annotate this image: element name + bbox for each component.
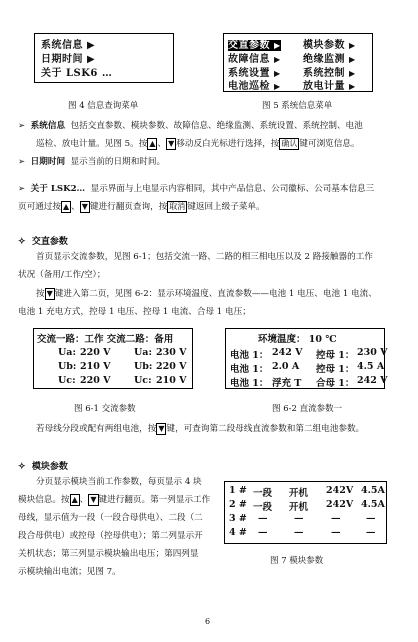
fig6-1-header: 交流一路：工作 交流二路：备用 xyxy=(37,334,174,345)
fig6-2-row3-value-a: 浮充 T xyxy=(272,378,302,389)
section2-line6: 示模块输出电流；见图 7。 xyxy=(18,567,121,577)
fig6-1-row2-label-b: Ub: xyxy=(134,361,153,372)
fig6-1-row3-value-b: 210 V xyxy=(156,375,187,386)
fig6-1-row1-label-b: Ua: xyxy=(134,347,152,358)
up-key-icon: ▲ xyxy=(71,494,78,504)
section1-p1-line2: 状况（备用/工作/空）； xyxy=(18,270,106,280)
fig5-row-4: 电池巡检 ▶ xyxy=(228,81,281,92)
fig4-caption: 图 4 信息查询菜单 xyxy=(68,101,139,111)
fig6-2-header: 环境温度： 10 ℃ xyxy=(258,334,337,345)
fig7-row4-state: — xyxy=(294,527,304,538)
fig7-row4-bus: — xyxy=(258,527,268,538)
fig7-row3-voltage: — xyxy=(331,513,341,524)
down-key-icon: ▼ xyxy=(158,423,165,433)
fig6-2-row3-label-a: 电池 1： xyxy=(230,378,269,389)
fig6-1-row1-label-a: Ua: xyxy=(58,347,76,358)
section2-line4: 段合母供电）或控母（控母供电）；第二列显示开 xyxy=(18,531,203,541)
bullet-arrow-icon: ➢ xyxy=(18,184,26,194)
bullet-about-line1: ➢ 关于 LSK2… 显示界面与上电显示内容相同，其中产品信息、公司徽标、公司基本信息三 xyxy=(18,184,375,194)
section2-line3: 母线，显示值为一段（一段合母供电）、二段（二 xyxy=(18,513,203,523)
fig7-row3-state: — xyxy=(294,513,304,524)
fig7-row1-bus: 一段 xyxy=(253,488,273,499)
fig5-row-3: 系统设置 ▶ xyxy=(228,68,281,79)
fig7-row2-current: 4.5A xyxy=(361,499,385,510)
fig5-highlight-item: 交直参数 ▶ xyxy=(228,40,281,51)
diamond-bullet-icon: ✧ xyxy=(18,237,26,247)
section1-p3: 若母线分段或配有两组电池，按 ▼ 键，可查询第二段母线直流参数和第二组电池参数。 xyxy=(36,423,365,434)
bullet-about-line2: 页可通过按 ▲ 、 ▼ 键进行翻页查询，按 取消 键返回上级子菜单。 xyxy=(18,201,265,212)
bullet-arrow-icon: ➢ xyxy=(18,157,26,167)
fig7-row1-state: 开机 xyxy=(289,488,309,499)
fig6-1-row3-value-a: 220 V xyxy=(80,375,111,386)
fig6-2-row2-value-a: 2.0 A xyxy=(272,361,300,372)
fig5-row-1-right: 模块参数 ▶ xyxy=(303,40,356,51)
section1-p2-line1: 按 ▼ 键进入第二页，见图 6-2：显示环境温度、直流参数——电池 1 电压、电池 1 电流、 xyxy=(36,288,377,299)
fig6-1-row2-value-a: 210 V xyxy=(80,361,111,372)
diamond-bullet-icon: ✧ xyxy=(18,462,26,472)
fig7-row4-voltage: — xyxy=(331,527,341,538)
fig7-row1-current: 4.5A xyxy=(361,485,385,496)
fig7-row4-current: — xyxy=(366,527,376,538)
fig7-row1-id: 1 # xyxy=(229,485,247,496)
fig6-1-row2-value-b: 220 V xyxy=(156,361,187,372)
bullet-arrow-icon: ➢ xyxy=(18,121,26,131)
section-module-heading: ✧ 模块参数 xyxy=(18,462,68,472)
fig7-row3-id: 3 # xyxy=(229,513,247,524)
fig6-2-row1-value-b: 230 V xyxy=(357,347,388,358)
fig7-row2-bus: 一段 xyxy=(253,502,273,513)
fig4-menu-item-1: 系统信息 ▶ xyxy=(41,40,96,51)
fig6-2-row1-value-a: 242 V xyxy=(272,347,303,358)
fig5-row-1 xyxy=(228,36,281,51)
section-ac-dc-heading: ✧ 交直参数 xyxy=(18,237,68,247)
fig4-menu-item-2: 日期时间 ▶ xyxy=(41,54,96,65)
section1-p1-line1: 首页显示交流参数，见图 6-1；包括交流一路、二路的相三相电压以及 2 路接触器的工作 xyxy=(36,252,373,262)
section1-p2-line2: 电池 1 充电方式，控母 1 电压、控母 1 电流、合母 1 电压； xyxy=(18,307,251,317)
fig7-row1-voltage: 242V xyxy=(326,485,354,496)
fig7-row2-state: 开机 xyxy=(289,502,309,513)
fig6-1-row1-value-b: 230 V xyxy=(156,347,187,358)
section2-line5: 关机状态；第三列显示模块输出电压；第四列显 xyxy=(18,549,199,559)
fig7-row2-voltage: 242V xyxy=(326,499,354,510)
down-key-icon: ▼ xyxy=(81,201,88,211)
bullet-system-info-line2: 巡检、放电计量。见图 5。按 ▲ 、 ▼ 移动反白光标进行选择，按 确认 键可浏览信息。 xyxy=(36,138,360,149)
fig6-1-row1-value-a: 220 V xyxy=(80,347,111,358)
fig4-menu-item-3: 关于 LSK6 … xyxy=(41,68,113,79)
down-key-icon: ▼ xyxy=(46,288,53,298)
fig5-row-2-right: 绝缘监测 ▶ xyxy=(303,54,356,65)
up-key-icon: ▲ xyxy=(149,138,156,148)
fig6-2-row3-value-b: 242 V xyxy=(357,375,388,386)
fig5-row-4-right: 放电计量 ▶ xyxy=(303,81,356,92)
fig6-2-row1-label-a: 电池 1： xyxy=(230,350,269,361)
fig6-2-row1-label-b: 控母 1： xyxy=(316,350,355,361)
fig7-row3-current: — xyxy=(366,513,376,524)
fig7-row3-bus: — xyxy=(258,513,268,524)
fig6-2-row2-label-b: 控母 1： xyxy=(316,364,355,375)
fig5-row-2: 故障信息 ▶ xyxy=(228,54,281,65)
down-key-icon: ▼ xyxy=(90,494,97,504)
fig5-row-3-right: 系统控制 ▶ xyxy=(303,68,356,79)
fig6-1-row3-label-b: Uc: xyxy=(134,375,152,386)
fig7-caption: 图 7 模块参数 xyxy=(270,556,324,566)
down-key-icon: ▼ xyxy=(168,138,175,148)
fig6-2-caption: 图 6-2 直流参数一 xyxy=(272,404,343,414)
up-key-icon: ▲ xyxy=(62,201,70,211)
fig5-caption: 图 5 系统信息菜单 xyxy=(262,101,333,111)
fig6-2-row2-value-b: 4.5 A xyxy=(357,361,385,372)
bullet-date-time: ➢ 日期时间 显示当前的日期和时间。 xyxy=(18,157,166,167)
fig7-row2-id: 2 # xyxy=(229,499,247,510)
fig6-1-caption: 图 6-1 交流参数 xyxy=(74,404,136,414)
fig6-1-row3-label-a: Uc: xyxy=(58,375,76,386)
fig6-2-row3-label-b: 合母 1： xyxy=(316,378,355,389)
section2-line1: 分页显示模块当前工作参数，每页显示 4 块 xyxy=(36,477,202,487)
fig6-1-row2-label-a: Ub: xyxy=(58,361,77,372)
page-number: 6 xyxy=(205,617,211,626)
cancel-key: 取消 xyxy=(169,201,186,211)
section2-line2: 模块信息。按 ▲ 、 ▼ 键进行翻页。第一列显示工作 xyxy=(18,494,211,505)
bullet-system-info-line1: ➢ 系统信息 包括交直参数、模块参数、故障信息、绝缘监测、系统设置、系统控制、电池 xyxy=(18,121,363,131)
fig7-row4-id: 4 # xyxy=(229,527,247,538)
ok-key: 确认 xyxy=(281,138,298,148)
fig6-2-row2-label-a: 电池 1： xyxy=(230,364,269,375)
